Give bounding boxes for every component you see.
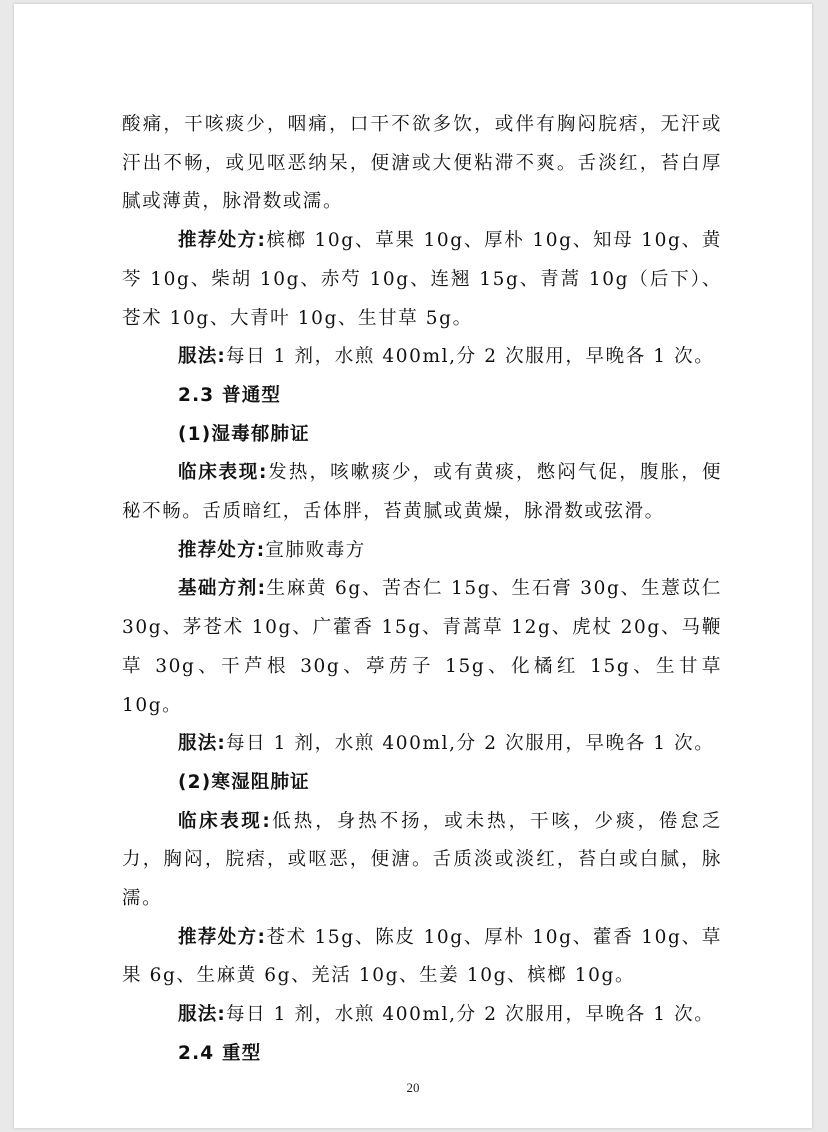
paragraph-dosage [122, 996, 722, 1035]
paragraph-label: 基础方剂: [178, 578, 267, 600]
paragraph-text: 每日 1 剂，水煎 400ml,分 2 次服用，早晚各 1 次。 [226, 733, 715, 755]
document-page [14, 4, 812, 1128]
paragraph-clinical-manifestation [122, 454, 722, 531]
subsection-heading-1: (1)湿毒郁肺证 [178, 423, 310, 445]
paragraph-text: 低热，身热不扬，或未热，干咳，少痰，倦怠乏力，胸闷，脘痞，或呕恶，便溏。舌质淡或淡红，苔白或白腻，脉濡。 [122, 810, 722, 910]
document-body [122, 106, 722, 1074]
paragraph-recommended-prescription [122, 532, 722, 571]
paragraph-text: 生麻黄 6g、苦杏仁 15g、生石膏 30g、生薏苡仁 30g、茅苍术 10g、广藿香 15g、青蒿草 12g、虎杖 20g、马鞭草 30g、干芦根 30g、葶苈子 15g、化橘红 15g、生甘草 10g。 [122, 578, 722, 716]
paragraph-text: 宣肺败毒方 [265, 539, 366, 561]
paragraph-clinical-manifestation [122, 803, 722, 919]
paragraph-label: 服法: [178, 733, 226, 755]
paragraph-label: 临床表现: [178, 462, 268, 484]
paragraph-text: 每日 1 剂，水煎 400ml,分 2 次服用，早晚各 1 次。 [226, 1004, 715, 1026]
page-number: 20 [406, 1080, 420, 1095]
paragraph-text: 发热，咳嗽痰少，或有黄痰，憋闷气促，腹胀，便秘不畅。舌质暗红，舌体胖，苔黄腻或黄燥，脉滑数或弦滑。 [122, 462, 723, 523]
paragraph-label: 临床表现: [178, 810, 271, 832]
paragraph-label: 推荐处方: [178, 230, 267, 252]
paragraph-dosage [122, 725, 722, 764]
subsection-heading-2: (2)寒湿阻肺证 [178, 771, 310, 793]
paragraph-label: 服法: [178, 1004, 226, 1026]
paragraph-label: 推荐处方: [178, 926, 267, 948]
paragraph-dosage [122, 338, 722, 377]
paragraph-base-formula [122, 570, 722, 725]
paragraph-text: 每日 1 剂，水煎 400ml,分 2 次服用，早晚各 1 次。 [226, 346, 715, 368]
paragraph-label: 服法: [178, 346, 226, 368]
section-heading-2-3: 2.3 普通型 [178, 384, 282, 406]
paragraph-text: 酸痛，干咳痰少，咽痛，口干不欲多饮，或伴有胸闷脘痞，无汗或汗出不畅，或见呕恶纳呆，便溏或大便粘滞不爽。舌淡红，苔白厚腻或薄黄，脉滑数或濡。 [122, 114, 722, 213]
paragraph-text: 槟榔 10g、草果 10g、厚朴 10g、知母 10g、黄芩 10g、柴胡 10g、赤芍 10g、连翘 15g、青蒿 10g（后下）、苍术 10g、大青叶 10g、生甘草 5g。 [122, 230, 722, 329]
paragraph-recommended-prescription [122, 919, 722, 996]
paragraph-text: 苍术 15g、陈皮 10g、厚朴 10g、藿香 10g、草果 6g、生麻黄 6g、羌活 10g、生姜 10g、槟榔 10g。 [122, 926, 722, 987]
section-heading-2-4: 2.4 重型 [178, 1042, 262, 1064]
paragraph-symptoms-continued [122, 106, 722, 222]
paragraph-recommended-prescription [122, 222, 722, 338]
paragraph-label: 推荐处方: [178, 539, 266, 561]
